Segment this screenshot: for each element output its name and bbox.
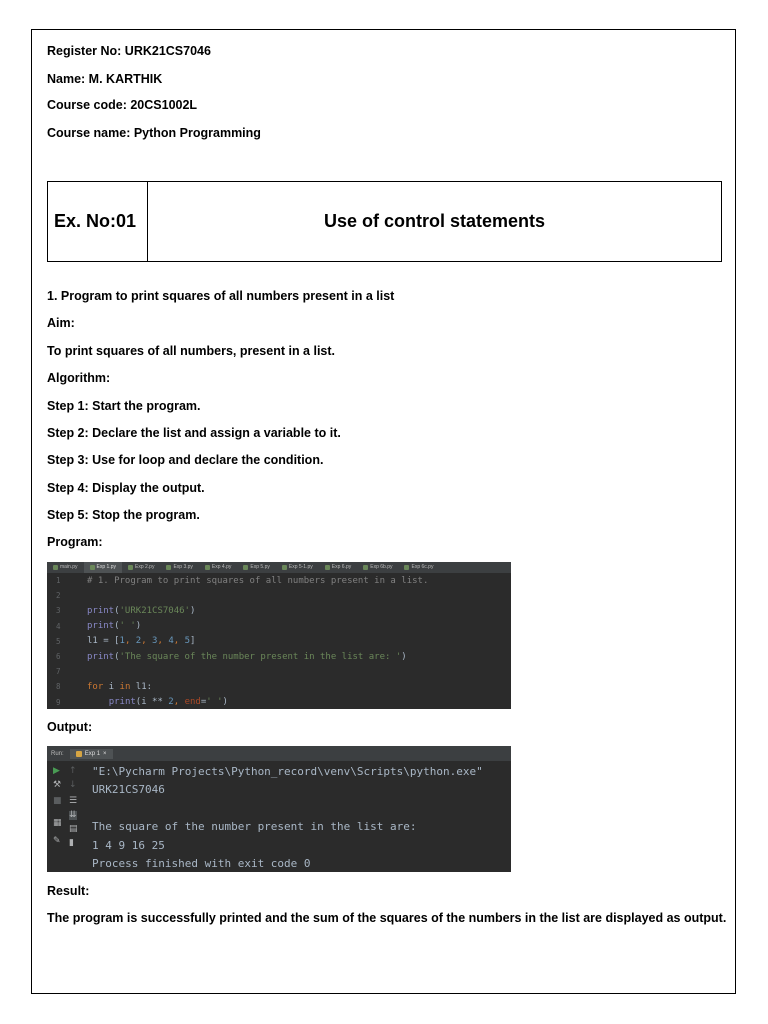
student-name: Name: M. KARTHIK — [47, 72, 163, 86]
arrow-down-icon[interactable]: ↓ — [69, 780, 77, 790]
program-label: Program: — [47, 535, 103, 549]
register-number: Register No: URK21CS7046 — [47, 44, 211, 58]
console-line: The square of the number present in the list are: — [92, 820, 417, 834]
editor-tab-active[interactable]: Exp 1.py — [84, 562, 122, 573]
algorithm-step: Step 2: Declare the list and assign a variable to it. — [47, 426, 341, 440]
line-number: 7 — [56, 667, 61, 677]
console-line: Process finished with exit code 0 — [92, 856, 311, 870]
layout-icon[interactable]: ▦ — [53, 818, 62, 828]
code-line: 1 # 1. Program to print squares of all numbers present in a list. — [47, 573, 511, 588]
line-number: 6 — [56, 652, 61, 662]
code-area[interactable] — [47, 573, 511, 709]
line-number: 2 — [56, 591, 61, 601]
stop-icon[interactable]: ■ — [53, 796, 62, 806]
python-file-icon — [363, 565, 368, 570]
pin-icon[interactable]: ✎ — [53, 836, 61, 846]
python-file-icon — [243, 565, 248, 570]
code-line — [47, 664, 511, 679]
arrow-up-icon[interactable]: ↑ — [69, 766, 77, 776]
editor-tab[interactable]: Exp 3.py — [160, 562, 198, 573]
code-line: 5 l1 = [ 1 , 2 , 3 , 4 , 5 ] — [47, 634, 511, 649]
output-label: Output: — [47, 720, 93, 734]
console-line — [92, 800, 483, 818]
course-name: Course name: Python Programming — [47, 126, 261, 140]
close-icon[interactable]: × — [103, 750, 107, 757]
result-text: The program is successfully printed and the sum of the squares of the numbers in the list are displayed as output. — [47, 911, 727, 925]
editor-tab[interactable]: Exp 6c.py — [398, 562, 439, 573]
exercise-title: Use of control statements — [323, 211, 546, 231]
wrench-icon[interactable]: ⚒ — [53, 780, 62, 790]
code-line: 6 print ( 'The square of the number present in the list are: ' ) — [47, 649, 511, 664]
editor-tab-bar — [47, 562, 511, 573]
run-console-screenshot — [47, 746, 511, 872]
run-tab-bar — [47, 746, 511, 761]
console-line: 1 4 9 16 25 — [92, 838, 165, 852]
console-output — [92, 763, 483, 872]
editor-tab[interactable]: Exp 6b.py — [357, 562, 398, 573]
python-run-icon — [76, 751, 82, 757]
python-file-icon — [404, 565, 409, 570]
editor-tab[interactable]: main.py — [47, 562, 84, 573]
algorithm-label: Algorithm: — [47, 371, 111, 385]
line-number: 8 — [56, 682, 61, 692]
line-number: 4 — [56, 621, 61, 631]
soft-wrap-icon[interactable]: ☰ — [69, 796, 78, 806]
line-number: 9 — [56, 697, 61, 707]
editor-tab[interactable]: Exp 2.py — [122, 562, 160, 573]
python-file-icon — [282, 565, 287, 570]
code-line — [47, 588, 511, 603]
line-number: 5 — [56, 636, 61, 646]
exercise-title-box — [47, 181, 722, 262]
line-number: 1 — [56, 576, 61, 586]
console-line: URK21CS7046 — [92, 783, 165, 797]
run-toolbar — [47, 761, 83, 872]
python-file-icon — [325, 565, 330, 570]
python-file-icon — [90, 565, 95, 570]
aim-label: Aim: — [47, 316, 75, 330]
console-line: "E:\Pycharm Projects\Python_record\venv\Scripts\python.exe" — [92, 765, 483, 778]
run-label: Run: — [51, 750, 64, 757]
code-line: 4 print ( ' ' ) — [47, 619, 511, 634]
editor-tab[interactable]: Exp 5-1.py — [276, 562, 319, 573]
scroll-end-icon[interactable]: ⇊ — [69, 810, 77, 820]
exercise-number: Ex. No:01 — [48, 182, 148, 261]
code-line: 3 print ( 'URK21CS7046' ) — [47, 603, 511, 618]
algorithm-step: Step 4: Display the output. — [47, 481, 205, 495]
python-file-icon — [53, 565, 58, 570]
python-file-icon — [166, 565, 171, 570]
run-tab[interactable]: Exp 1 × — [70, 749, 113, 759]
editor-tab[interactable]: Exp 5.py — [237, 562, 275, 573]
trash-icon[interactable]: ▮ — [69, 838, 74, 848]
print-icon[interactable]: ▤ — [69, 824, 78, 834]
result-label: Result: — [47, 884, 90, 898]
python-file-icon — [128, 565, 133, 570]
rerun-icon[interactable]: ▶ — [53, 766, 60, 776]
editor-tab[interactable]: Exp 6.py — [319, 562, 357, 573]
program-heading: 1. Program to print squares of all numbers present in a list — [47, 289, 395, 303]
line-number: 3 — [56, 606, 61, 616]
code-line: 9 print (i ** 2 , end = ' ' ) — [47, 695, 511, 710]
aim-text: To print squares of all numbers, present in a list. — [47, 344, 336, 358]
algorithm-step: Step 3: Use for loop and declare the condition. — [47, 453, 324, 467]
algorithm-step: Step 1: Start the program. — [47, 399, 201, 413]
editor-tab[interactable]: Exp 4.py — [199, 562, 237, 573]
python-file-icon — [205, 565, 210, 570]
algorithm-step: Step 5: Stop the program. — [47, 508, 200, 522]
code-line: 8 for i in l1: — [47, 679, 511, 694]
code-editor-screenshot — [47, 562, 511, 709]
course-code: Course code: 20CS1002L — [47, 98, 198, 112]
